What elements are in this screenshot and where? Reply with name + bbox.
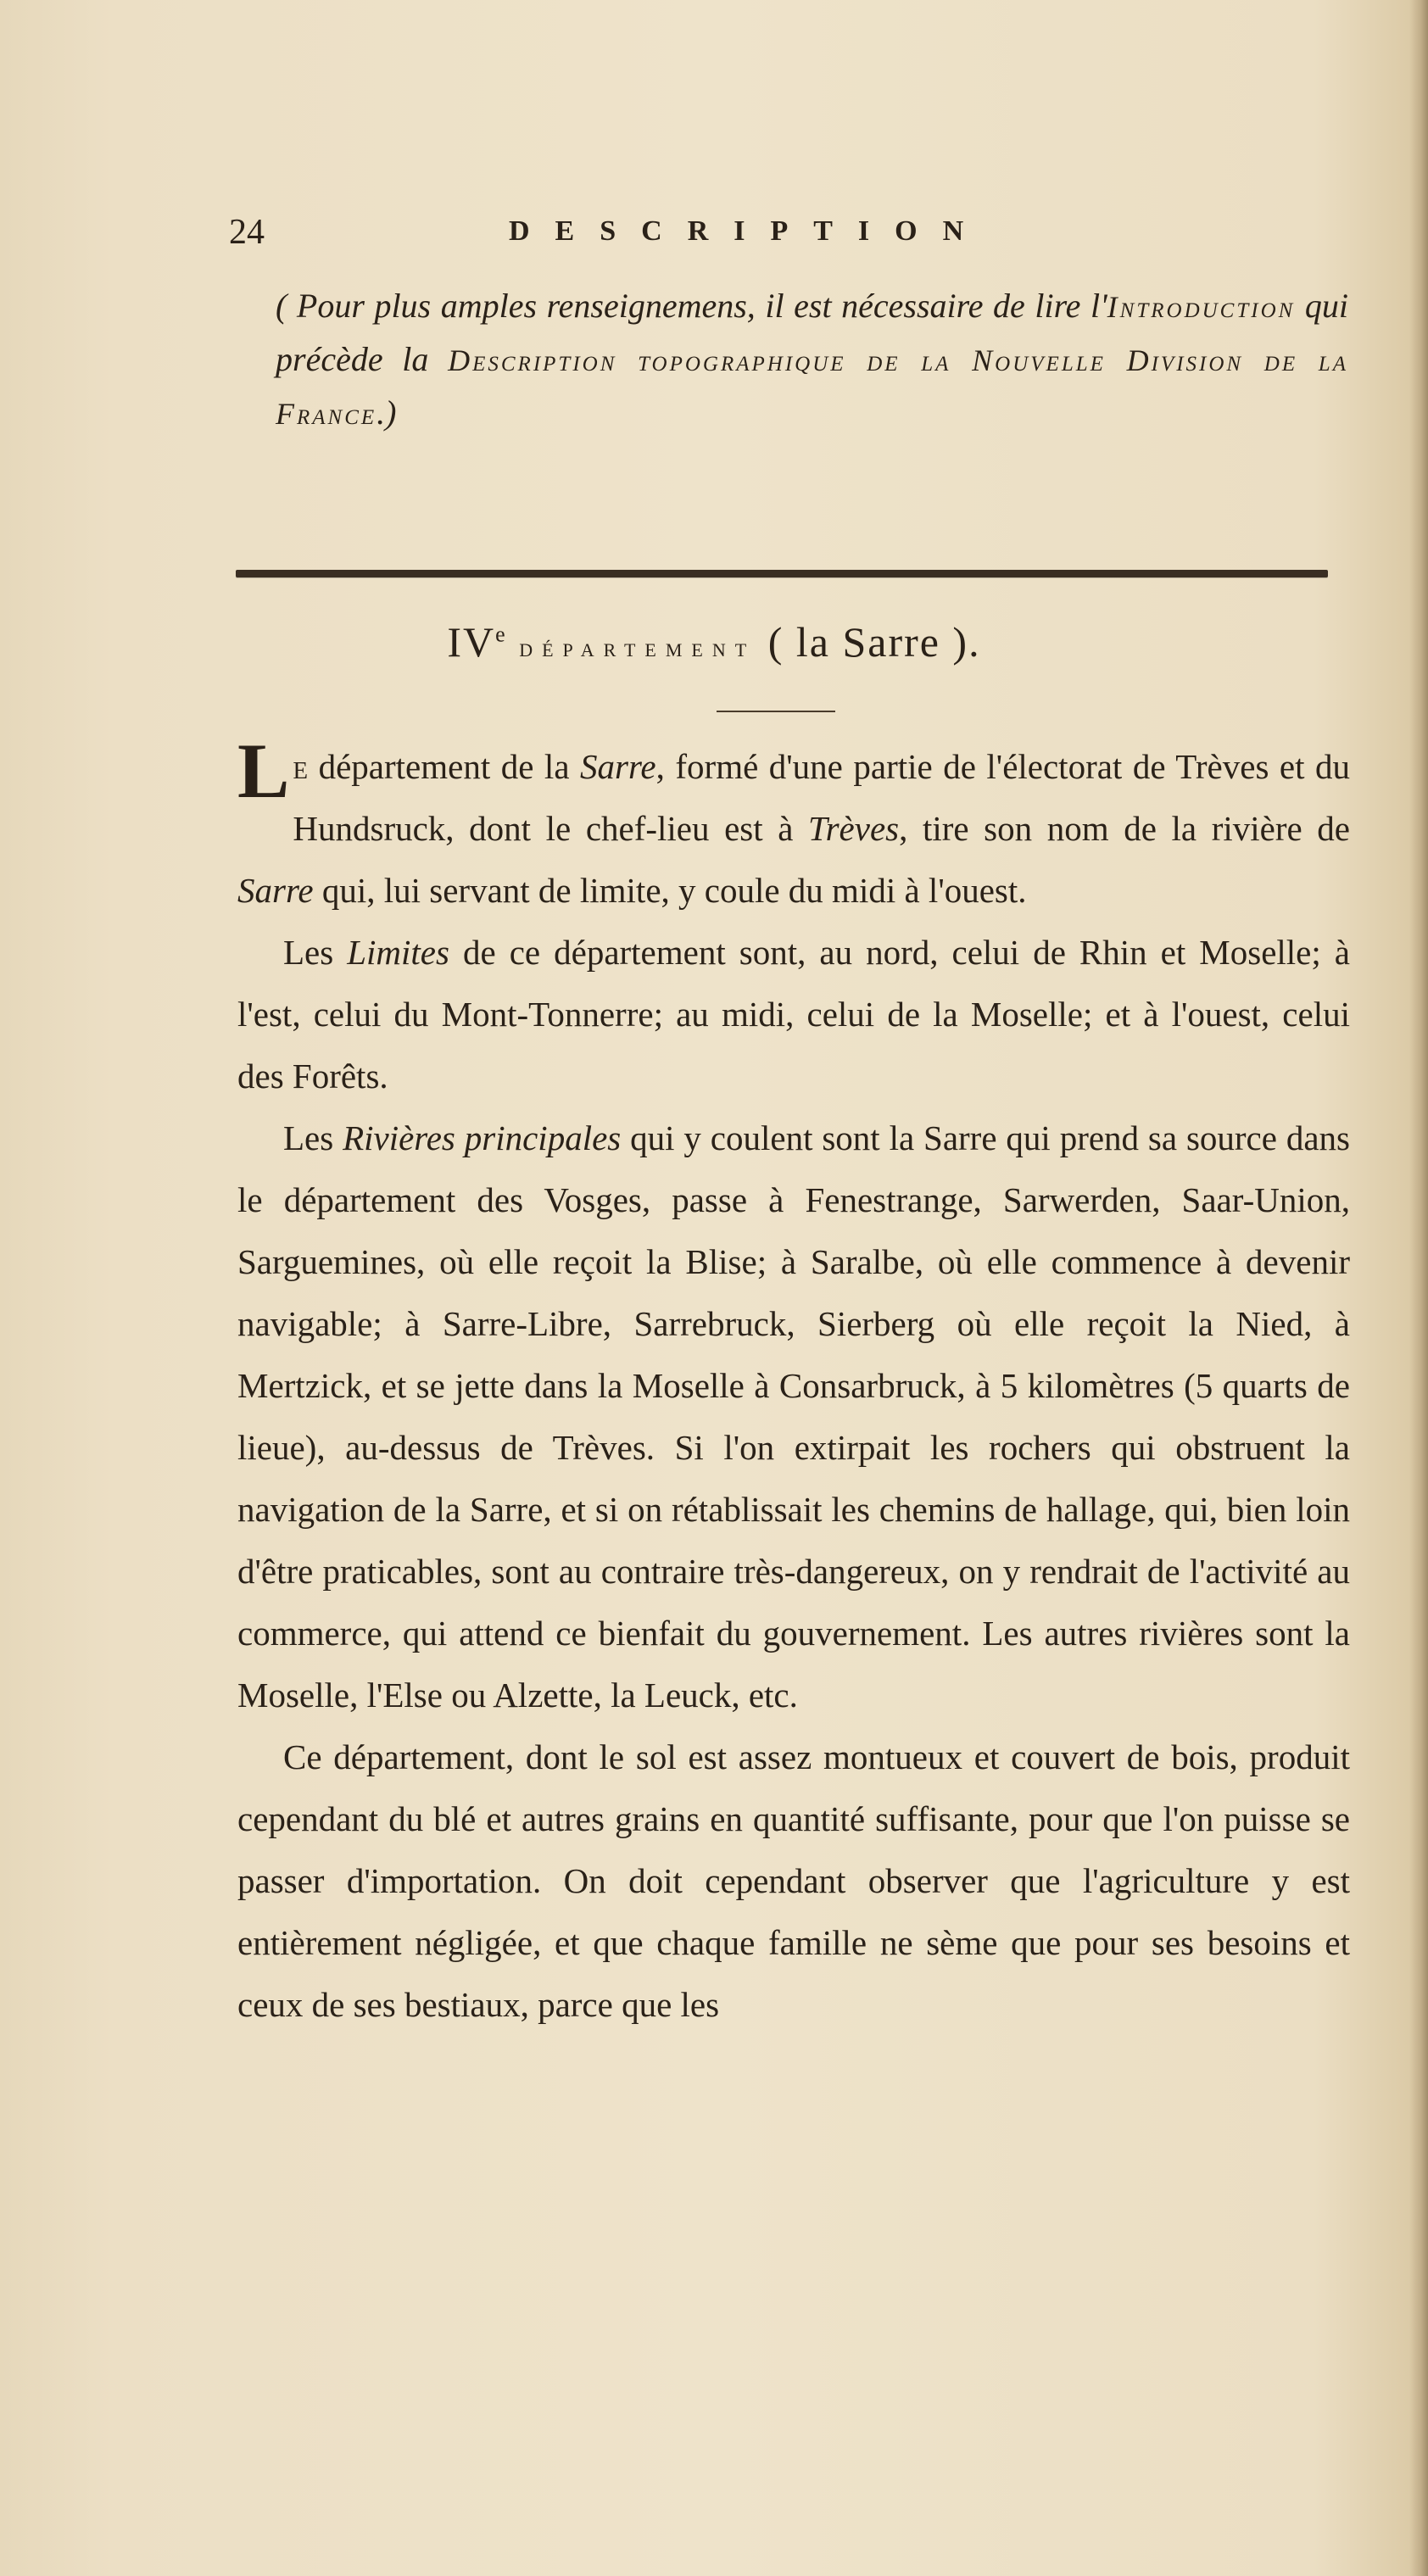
text-run: , formé d'une partie de l'électorat de Trèves et du Hundsruck, dont le chef-lieu est à [293, 747, 1350, 848]
department-superscript: e [495, 622, 507, 647]
italic-run: Limites [347, 933, 449, 972]
text-run: Les [283, 933, 348, 972]
reference-note [276, 280, 1348, 440]
paragraph-1 [237, 728, 1350, 922]
italic-run: Sarre [580, 747, 656, 786]
note-close: .) [377, 393, 397, 432]
page-edge-shadow [1409, 0, 1428, 2576]
department-label: département [519, 632, 756, 662]
italic-run: Rivières principales [343, 1118, 622, 1157]
page-number: 24 [229, 213, 265, 252]
text-run: Ce département, dont le sol est assez montueux et couvert de bois, produit cependant du blé et autres grains en quantité suffisante, pour que l'on puisse se passer d'importation. On doit cependant observer que l'agriculture y est entièrement négligée, et que chaque famille ne sème que pour ses besoins et ceux de ses bestiaux, parce que les [237, 1737, 1350, 2024]
italic-run: Trèves [808, 809, 900, 848]
department-name: ( la Sarre ). [767, 618, 981, 666]
text-run: de ce département sont, au nord, celui de Rhin et Moselle; à l'est, celui du Mont-Tonnerre; au midi, celui de la Moselle; et à l'ouest, celui des Forêts. [237, 933, 1350, 1096]
paragraph-4 [237, 1726, 1350, 2036]
section-rule [236, 570, 1328, 577]
lead-letters: e [293, 747, 309, 786]
italic-run: Sarre [237, 871, 314, 910]
paragraph-3 [237, 1107, 1350, 1726]
note-introduction: Introduction [1107, 290, 1296, 324]
text-run: , tire son nom de la rivière de [899, 809, 1350, 848]
note-description-title: Description topographique de la Nouvelle Division de la France [276, 343, 1348, 431]
drop-cap: L [237, 728, 290, 814]
short-divider [717, 711, 835, 712]
note-open: ( Pour plus amples renseignemens, il est nécessaire de lire l' [276, 287, 1107, 325]
text-run: Les [283, 1118, 343, 1157]
note-middle: qui précède la [276, 287, 1348, 378]
text-run: département de la [308, 747, 581, 786]
paragraph-2 [237, 922, 1350, 1107]
text-run: qui y coulent sont la Sarre qui prend sa source dans le département des Vosges, passe à Fenestrange, Sarwerden, Saar-Union, Sarguemines, où elle reçoit la Blise; à Saralbe, où elle commence à devenir navigable; à Sarre-Libre, Sarrebruck, Sierberg où elle reçoit la Nied, à Mertzick, et se jette dans la Moselle à Consarbruck, à 5 kilomètres (5 quarts de lieue), au-dessus de Trèves. Si l'on extirpait les rochers qui obstruent la navigation de la Sarre, et si on rétablissait les chemins de hallage, qui, bien loin d'être praticables, sont au contraire très-dangereux, on y rendrait de l'activité au commerce, qui attend ce bienfait du gouvernement. Les autres rivières sont la Moselle, l'Else ou Alzette, la Leuck, etc. [237, 1118, 1350, 1715]
department-numeral: IV [447, 618, 496, 666]
body-text [237, 728, 1350, 2036]
department-heading [0, 617, 1428, 666]
text-run: qui, lui servant de limite, y coule du midi à l'ouest. [313, 871, 1027, 910]
running-title: DESCRIPTION [509, 215, 990, 247]
